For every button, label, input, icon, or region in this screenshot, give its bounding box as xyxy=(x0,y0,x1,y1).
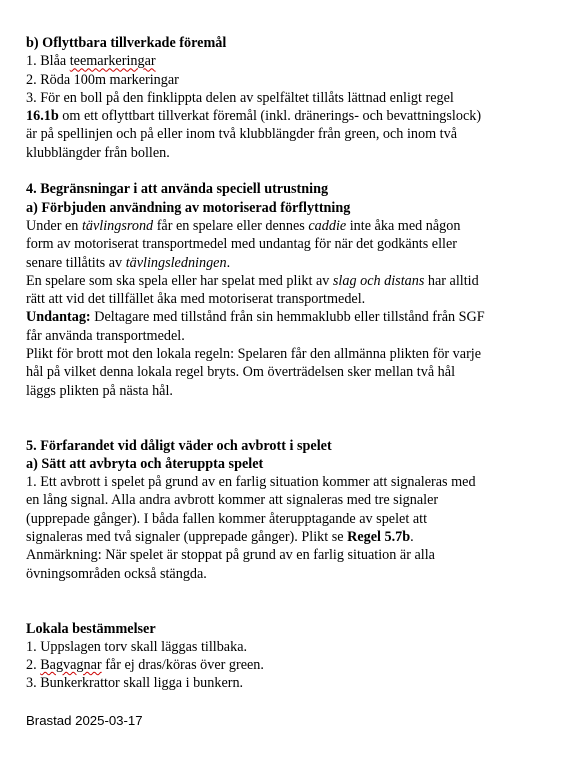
section-b-item-3-line-4: klubblängder från bollen. xyxy=(26,144,170,161)
section-5-heading: 5. Förfarandet vid dåligt väder och avbrott i spelet xyxy=(26,437,332,454)
section-b-item-1: 1. Blåa teemarkeringar xyxy=(26,53,156,70)
document-body xyxy=(26,34,546,693)
section-4-paragraph-2-line-2: rätt att vid det tillfället åka med motoriserat transportmedel. xyxy=(26,291,366,308)
rule-reference: Regel 5.7b xyxy=(347,529,411,546)
defined-term: tävlingsrond xyxy=(81,217,154,234)
footer-place-date: Brastad 2025-03-17 xyxy=(26,713,143,728)
section-4-paragraph-1-line-2: form av motoriserat transportmedel med undantag för när det godkänts eller xyxy=(26,236,458,253)
section-4-subheading: a) Förbjuden användning av motoriserad förflyttning xyxy=(26,199,351,216)
section-5-subheading: a) Sätt att avbryta och återuppta spelet xyxy=(26,455,264,472)
defined-term: slag och distans xyxy=(332,272,425,289)
section-4-penalty-line-1: Plikt för brott mot den lokala regeln: Spelaren får den allmänna plikten för varje xyxy=(26,346,482,363)
local-rules-heading: Lokala bestämmelser xyxy=(26,620,156,637)
section-b-heading: b) Oflyttbara tillverkade föremål xyxy=(26,35,227,51)
defined-term: tävlingsledningen xyxy=(125,254,227,271)
local-rules-item-3: 3. Bunkerkrattor skall ligga i bunkern. xyxy=(26,675,244,692)
local-rules-item-2: 2. Bagvagnar får ej dras/köras över green. xyxy=(26,657,264,674)
section-b-item-3-line-2: 16.1b om ett oflyttbart tillverkat föremål (inkl. dränerings- och bevattningslock) xyxy=(26,108,482,125)
section-4-exception-line-1: Undantag: Deltagare med tillstånd från sin hemmaklubb eller tillstånd från SGF xyxy=(26,309,485,326)
spellcheck-flagged-word: Bagvagnar xyxy=(40,657,102,674)
spellcheck-flagged-word: teemarkeringar xyxy=(69,53,156,70)
exception-label: Undantag: xyxy=(26,309,91,326)
local-rules-item-1: 1. Uppslagen torv skall läggas tillbaka. xyxy=(26,638,248,655)
section-5-note-line-2: övningsområden också stängda. xyxy=(26,565,207,582)
section-5-line-3: (upprepade gånger). I båda fallen kommer återupptagande av spelet att xyxy=(26,510,428,527)
section-5-line-2: en lång signal. Alla andra avbrott kommer att signaleras med tre signaler xyxy=(26,492,439,509)
section-b-item-2: 2. Röda 100m markeringar xyxy=(26,71,179,88)
section-4-paragraph-1-line-3: senare tillåtits av tävlingsledningen. xyxy=(26,254,231,271)
rule-reference: 16.1b xyxy=(26,108,59,125)
section-4-penalty-line-3: läggs plikten på nästa hål. xyxy=(26,382,173,399)
defined-term: caddie xyxy=(308,217,347,234)
section-b-item-3-line-3: är på spellinjen och på eller inom två klubblängder från green, och inom två xyxy=(26,126,457,143)
section-5-line-1: 1. Ett avbrott i spelet på grund av en farlig situation kommer att signaleras med xyxy=(26,474,476,491)
section-5-line-4: signaleras med två signaler (upprepade gånger). Plikt se Regel 5.7b. xyxy=(26,529,414,546)
section-4-heading: 4. Begränsningar i att använda speciell utrustning xyxy=(26,181,329,198)
section-4-paragraph-1-line-1: Under en tävlingsrond får en spelare eller dennes caddie inte åka med någon xyxy=(26,217,461,234)
section-4-paragraph-2-line-1: En spelare som ska spela eller har spelat med plikt av slag och distans har alltid xyxy=(26,272,479,289)
section-4-penalty-line-2: hål på vilket denna lokala regel bryts. Om överträdelsen sker mellan två hål xyxy=(26,364,456,381)
section-4-exception-line-2: får använda transportmedel. xyxy=(26,327,185,344)
section-b-item-3-line-1: 3. För en boll på den finklippta delen av spelfältet tillåts lättnad enligt regel xyxy=(26,89,454,106)
section-5-note-line-1: Anmärkning: När spelet är stoppat på grund av en farlig situation är alla xyxy=(26,547,435,564)
